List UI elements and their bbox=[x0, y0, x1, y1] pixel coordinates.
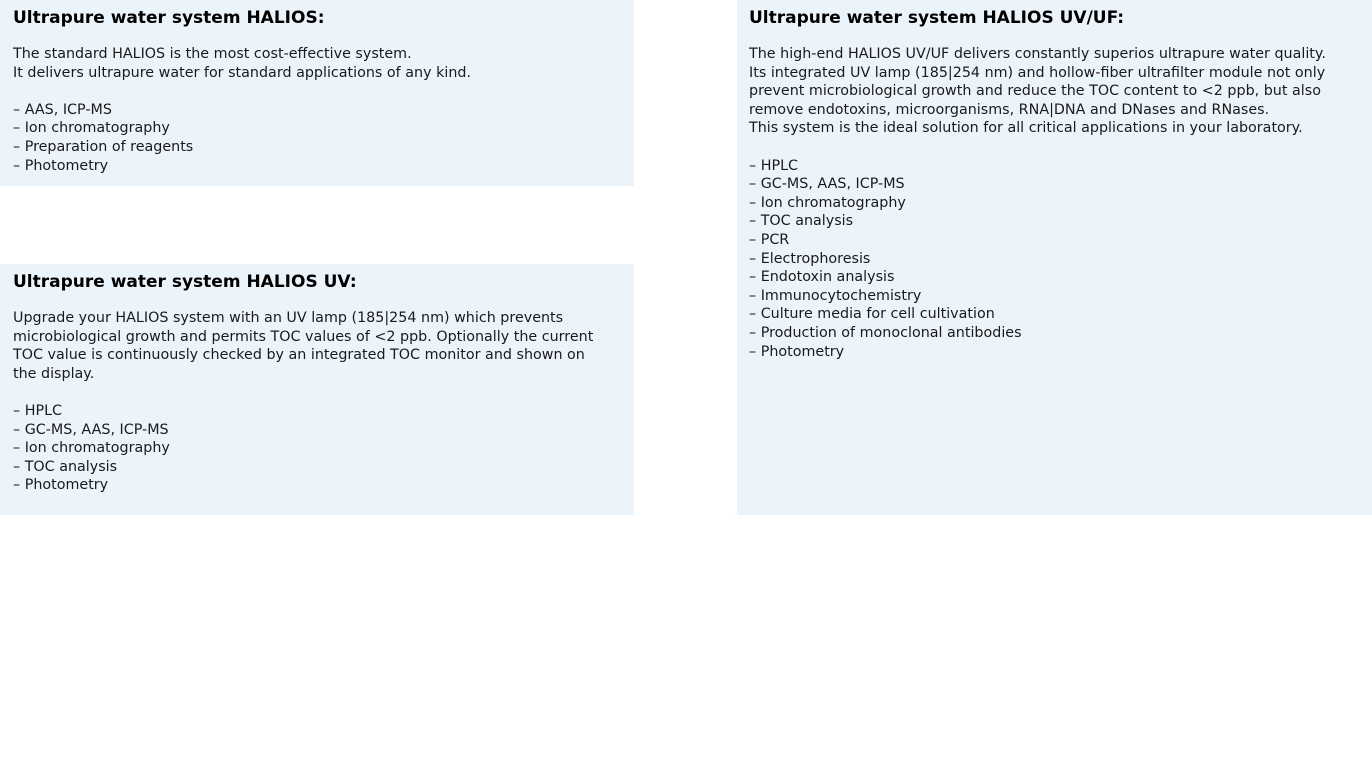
description-line: microbiological growth and permits TOC values of <2 ppb. Optionally the current bbox=[13, 328, 594, 345]
application-item: – Electrophoresis bbox=[749, 250, 871, 267]
application-item: – Ion chromatography bbox=[749, 194, 906, 211]
description-line: The standard HALIOS is the most cost-effective system. bbox=[13, 46, 412, 62]
description-line: Upgrade your HALIOS system with an UV lamp (185|254 nm) which prevents bbox=[13, 310, 564, 326]
halios-uvuf-applications-list bbox=[749, 157, 1359, 362]
description-line: prevent microbiological growth and reduce the TOC content to <2 ppb, but also bbox=[749, 83, 1321, 100]
description-line: It delivers ultrapure water for standard applications of any kind. bbox=[13, 64, 472, 81]
application-item: – AAS, ICP-MS bbox=[13, 101, 112, 118]
halios-uv-title: Ultrapure water system HALIOS UV: bbox=[13, 272, 357, 292]
halios-title: Ultrapure water system HALIOS: bbox=[13, 8, 325, 28]
application-item: – GC-MS, AAS, ICP-MS bbox=[749, 176, 905, 193]
application-item: – Culture media for cell cultivation bbox=[749, 306, 995, 323]
application-item: – Photometry bbox=[13, 157, 109, 174]
description-line: TOC value is continuously checked by an integrated TOC monitor and shown on bbox=[13, 347, 585, 364]
halios-uvuf-info-box bbox=[737, 0, 1372, 515]
halios-uv-description bbox=[13, 309, 621, 383]
application-item: – PCR bbox=[749, 231, 790, 248]
description-line: This system is the ideal solution for all critical applications in your laboratory. bbox=[749, 120, 1303, 137]
application-item: – Immunocytochemistry bbox=[749, 287, 922, 304]
application-item: – Photometry bbox=[749, 343, 845, 360]
application-item: – Endotoxin analysis bbox=[749, 269, 895, 286]
application-item: – Production of monoclonal antibodies bbox=[749, 324, 1022, 341]
halios-description bbox=[13, 45, 621, 82]
halios-applications-list bbox=[13, 101, 621, 175]
description-line: remove endotoxins, microorganisms, RNA|DNA and DNases and RNases. bbox=[749, 101, 1270, 118]
application-item: – TOC analysis bbox=[13, 458, 118, 475]
halios-uvuf-description bbox=[749, 45, 1359, 138]
halios-uv-info-box bbox=[0, 264, 634, 515]
application-item: – HPLC bbox=[13, 402, 63, 419]
description-line: Its integrated UV lamp (185|254 nm) and hollow-fiber ultrafilter module not only bbox=[749, 64, 1326, 81]
halios-uvuf-title: Ultrapure water system HALIOS UV/UF: bbox=[749, 8, 1125, 28]
application-item: – TOC analysis bbox=[749, 213, 854, 230]
application-item: – Preparation of reagents bbox=[13, 138, 194, 155]
halios-uv-applications-list bbox=[13, 402, 621, 495]
description-line: The high-end HALIOS UV/UF delivers constantly superios ultrapure water quality. bbox=[749, 46, 1326, 62]
application-item: – Ion chromatography bbox=[13, 120, 170, 137]
description-line: the display. bbox=[13, 365, 95, 382]
application-item: – HPLC bbox=[749, 157, 799, 174]
application-item: – GC-MS, AAS, ICP-MS bbox=[13, 421, 169, 438]
application-item: – Photometry bbox=[13, 477, 109, 494]
application-item: – Ion chromatography bbox=[13, 440, 170, 457]
halios-info-box bbox=[0, 0, 634, 186]
